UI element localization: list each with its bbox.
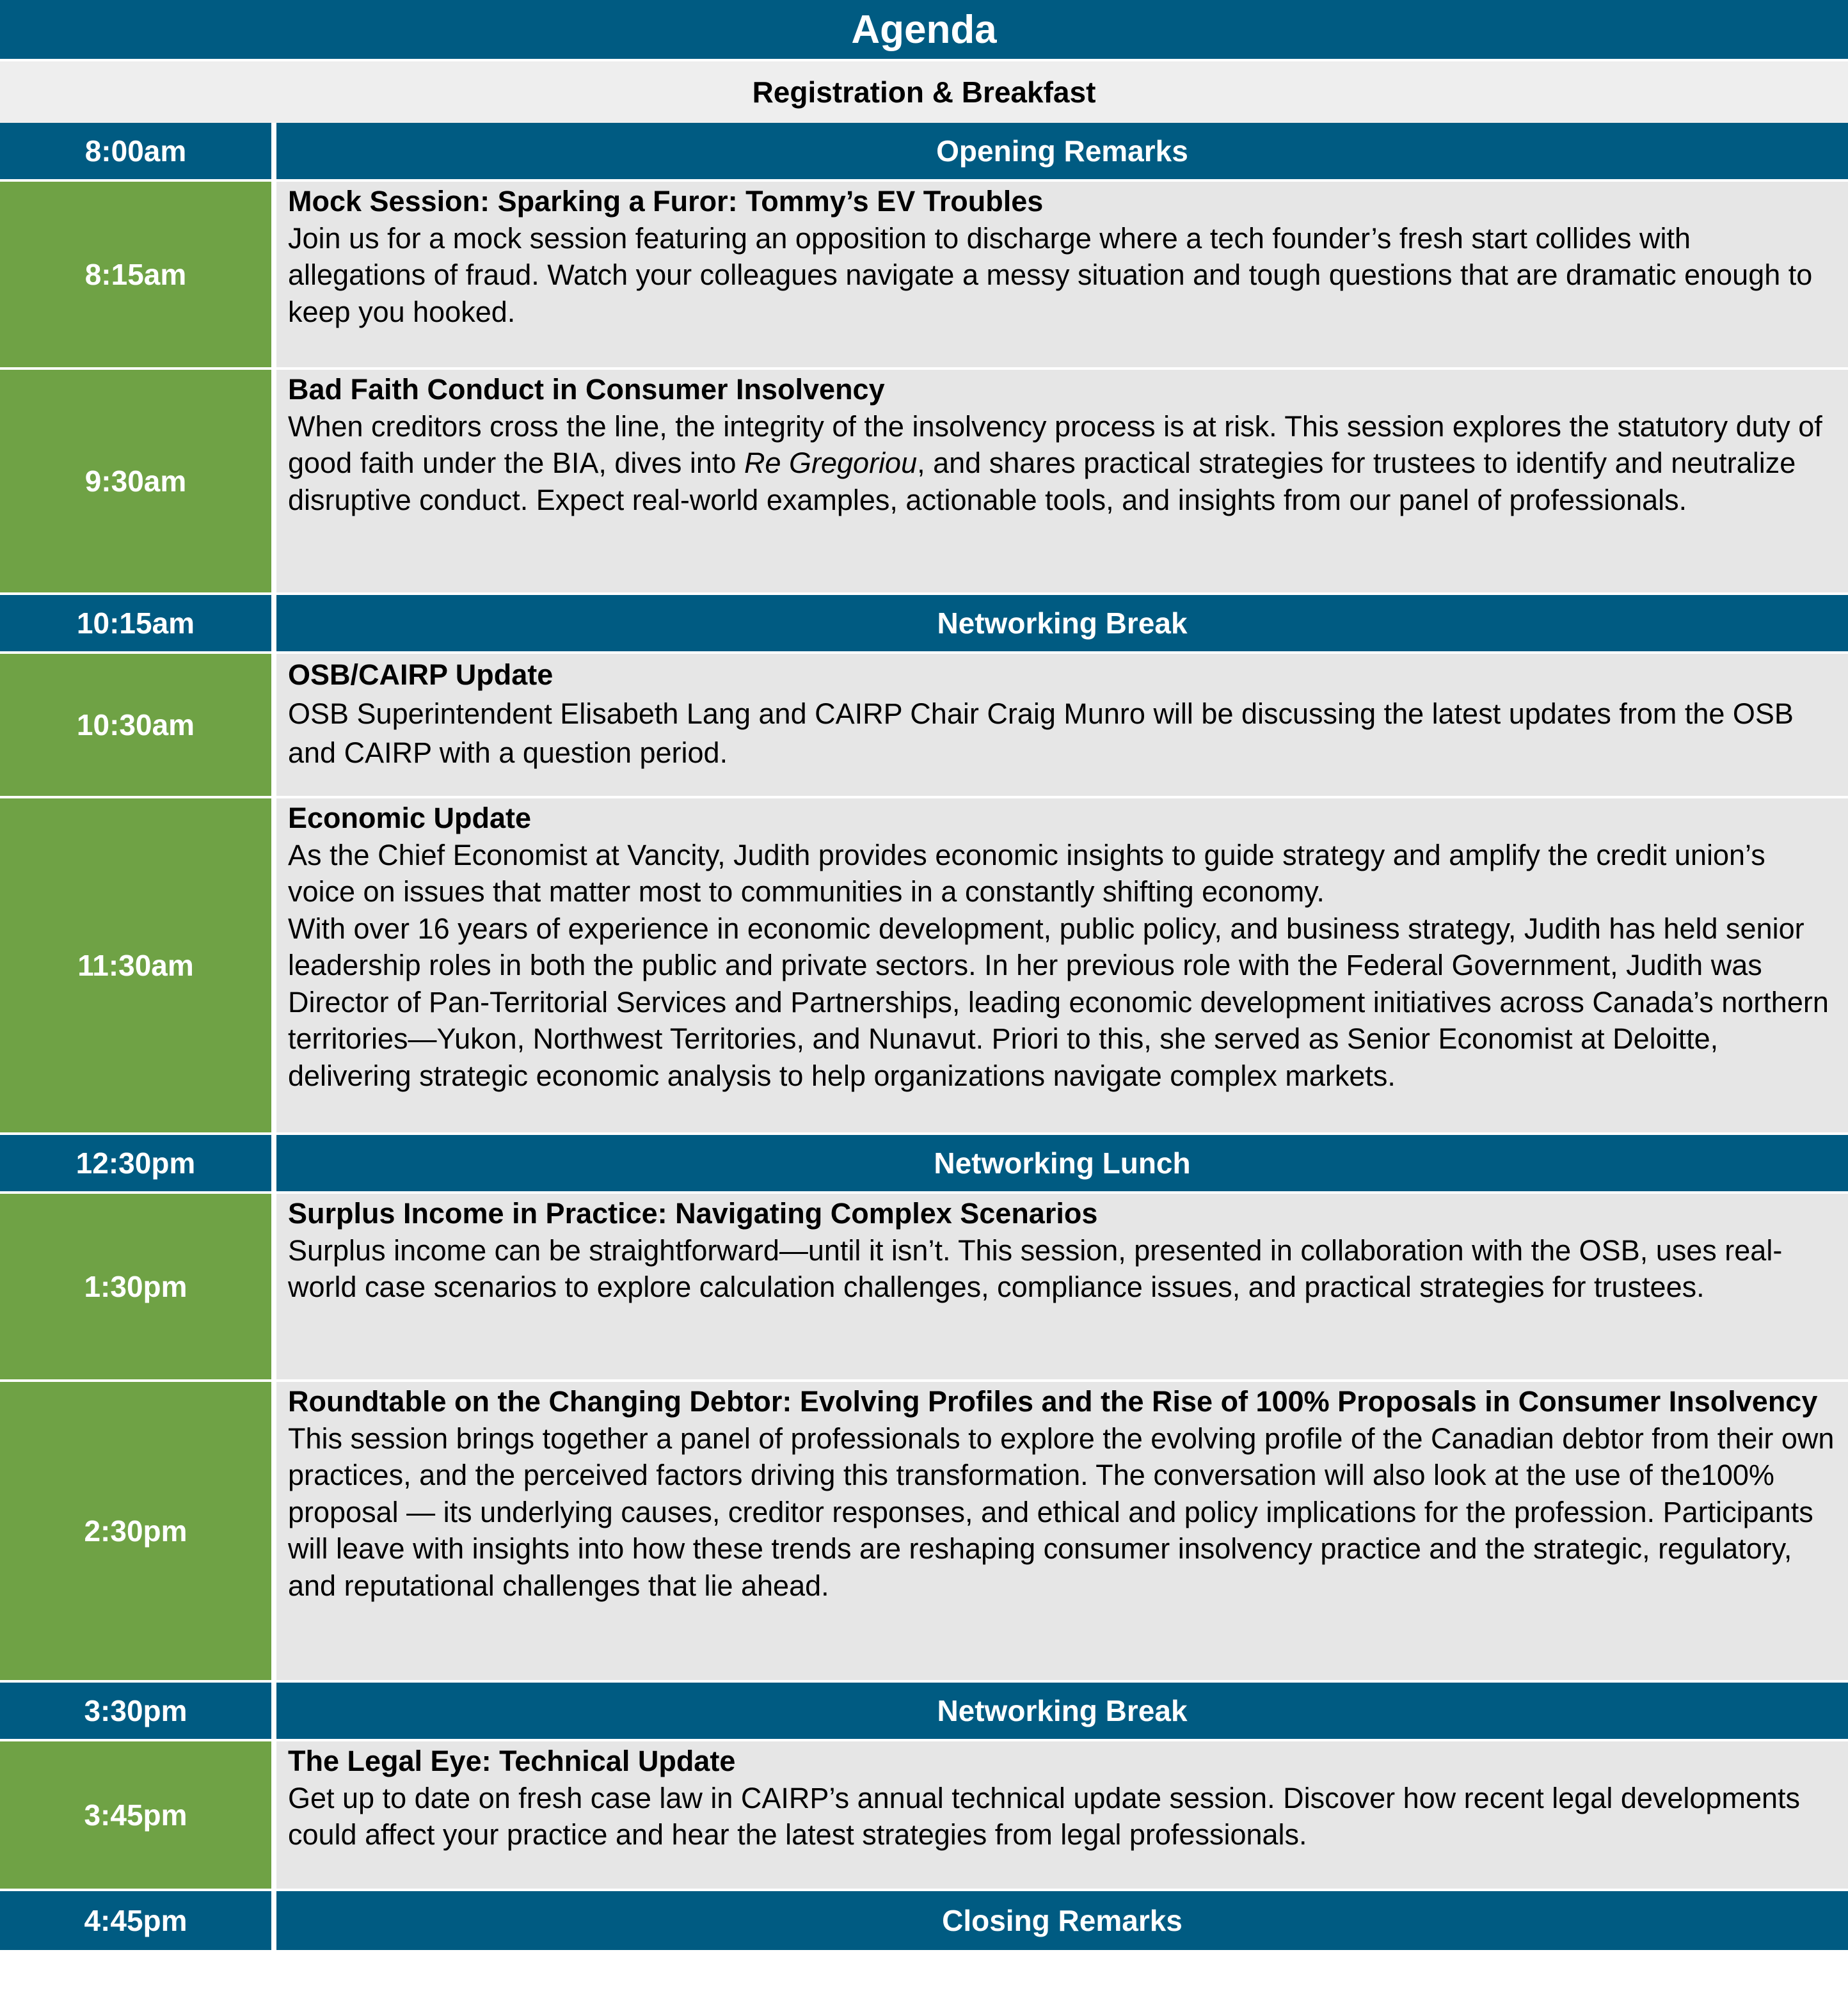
session-row (0, 654, 1848, 796)
session-time: 11:30am (0, 798, 271, 1132)
session-description: This session brings together a panel of professionals to explore the evolving profile of the Canadian debtor from their own practices, and the perceived factors driving this transformation. The conversation will also look at the use of the100% proposal — its underlying causes, creditor responses, and ethical and policy implications for the profession. Participants will leave with insights into how these trends are reshaping consumer insolvency practice and the strategic, regulatory, and reputational challenges that lie ahead. (288, 1422, 1835, 1602)
case-name: Re Gregoriou (744, 447, 918, 479)
session-row (0, 182, 1848, 367)
session-title: Economic Update (288, 802, 532, 834)
session-title: Roundtable on the Changing Debtor: Evolving Profiles and the Rise of 100% Proposals in Consumer Insolvency (288, 1385, 1818, 1418)
networking-break-row (0, 595, 1848, 651)
agenda-title: Agenda (0, 0, 1848, 59)
session-time: 8:15am (0, 182, 271, 367)
session-details (276, 798, 1848, 1132)
session-time: 2:30pm (0, 1382, 271, 1680)
lunch-label: Networking Lunch (276, 1135, 1848, 1191)
session-title: Bad Faith Conduct in Consumer Insolvency (288, 373, 885, 406)
networking-break-row (0, 1683, 1848, 1739)
session-time: 1:30pm (0, 1194, 271, 1379)
session-description: As the Chief Economist at Vancity, Judith provides economic insights to guide strategy and amplify the credit union’s voice on issues that matter most to communities in a constantly shifting economy. (288, 838, 1765, 908)
session-time: 9:30am (0, 370, 271, 592)
description-text: , and shares practical strategies for trustees to identify and neutralize disruptive conduct. Expect real-world examples, actionable tools, and insights from our panel of professionals. (288, 447, 1796, 516)
description-text: When creditors cross the line, the integrity of the insolvency process is at risk. This session explores the statutory duty of good faith under the BIA, dives into (288, 409, 1822, 479)
closing-time: 4:45pm (0, 1891, 271, 1950)
break-label: Networking Break (276, 595, 1848, 651)
session-row (0, 370, 1848, 592)
session-time: 10:30am (0, 654, 271, 796)
session-description (288, 408, 1835, 519)
session-details (276, 1194, 1848, 1379)
session-title: Mock Session: Sparking a Furor: Tommy’s EV Troubles (288, 185, 1044, 218)
registration-row (0, 61, 1848, 123)
closing-label: Closing Remarks (276, 1891, 1848, 1950)
registration-label: Registration & Breakfast (0, 61, 1848, 123)
session-description: OSB Superintendent Elisabeth Lang and CAIRP Chair Craig Munro will be discussing the latest updates from the OSB and CAIRP with a question period. (288, 697, 1794, 769)
break-label: Networking Break (276, 1683, 1848, 1739)
session-description: Surplus income can be straightforward—until it isn’t. This session, presented in collaboration with the OSB, uses real-world case scenarios to explore calculation challenges, compliance issues, and practical strategies for trustees. (288, 1233, 1783, 1303)
session-description: With over 16 years of experience in economic development, public policy, and business strategy, Judith has held senior leadership roles in both the public and private sectors. In her previous role with the Federal Government, Judith was Director of Pan-Territorial Services and Partnerships, leading economic development initiatives across Canada’s northern territories—Yukon, Northwest Territories, and Nunavut. Priori to this, she served as Senior Economist at Deloitte, delivering strategic economic analysis to help organizations navigate complex markets. (288, 912, 1829, 1092)
closing-remarks-row (0, 1891, 1848, 1950)
session-title: The Legal Eye: Technical Update (288, 1745, 736, 1777)
session-details (276, 370, 1848, 592)
session-title: Surplus Income in Practice: Navigating Complex Scenarios (288, 1197, 1098, 1230)
break-time: 10:15am (0, 595, 271, 651)
session-details (276, 1741, 1848, 1889)
lunch-time: 12:30pm (0, 1135, 271, 1191)
opening-time: 8:00am (0, 123, 271, 179)
session-row (0, 798, 1848, 1132)
session-time: 3:45pm (0, 1741, 271, 1889)
session-row (0, 1741, 1848, 1889)
session-details (276, 1382, 1848, 1680)
session-details (276, 654, 1848, 796)
session-row (0, 1382, 1848, 1680)
session-description: Get up to date on fresh case law in CAIRP’s annual technical update session. Discover how recent legal developments could affect your practice and hear the latest strategies from legal professionals. (288, 1781, 1801, 1851)
opening-label: Opening Remarks (276, 123, 1848, 179)
opening-remarks-row (0, 123, 1848, 179)
session-row (0, 1194, 1848, 1379)
session-details (276, 182, 1848, 367)
session-description: Join us for a mock session featuring an opposition to discharge where a tech founder’s fresh start collides with allegations of fraud. Watch your colleagues navigate a messy situation and tough questions that are dramatic enough to keep you hooked. (288, 221, 1813, 328)
break-time: 3:30pm (0, 1683, 271, 1739)
session-title: OSB/CAIRP Update (288, 658, 554, 691)
networking-lunch-row (0, 1135, 1848, 1191)
agenda-title-row (0, 0, 1848, 59)
